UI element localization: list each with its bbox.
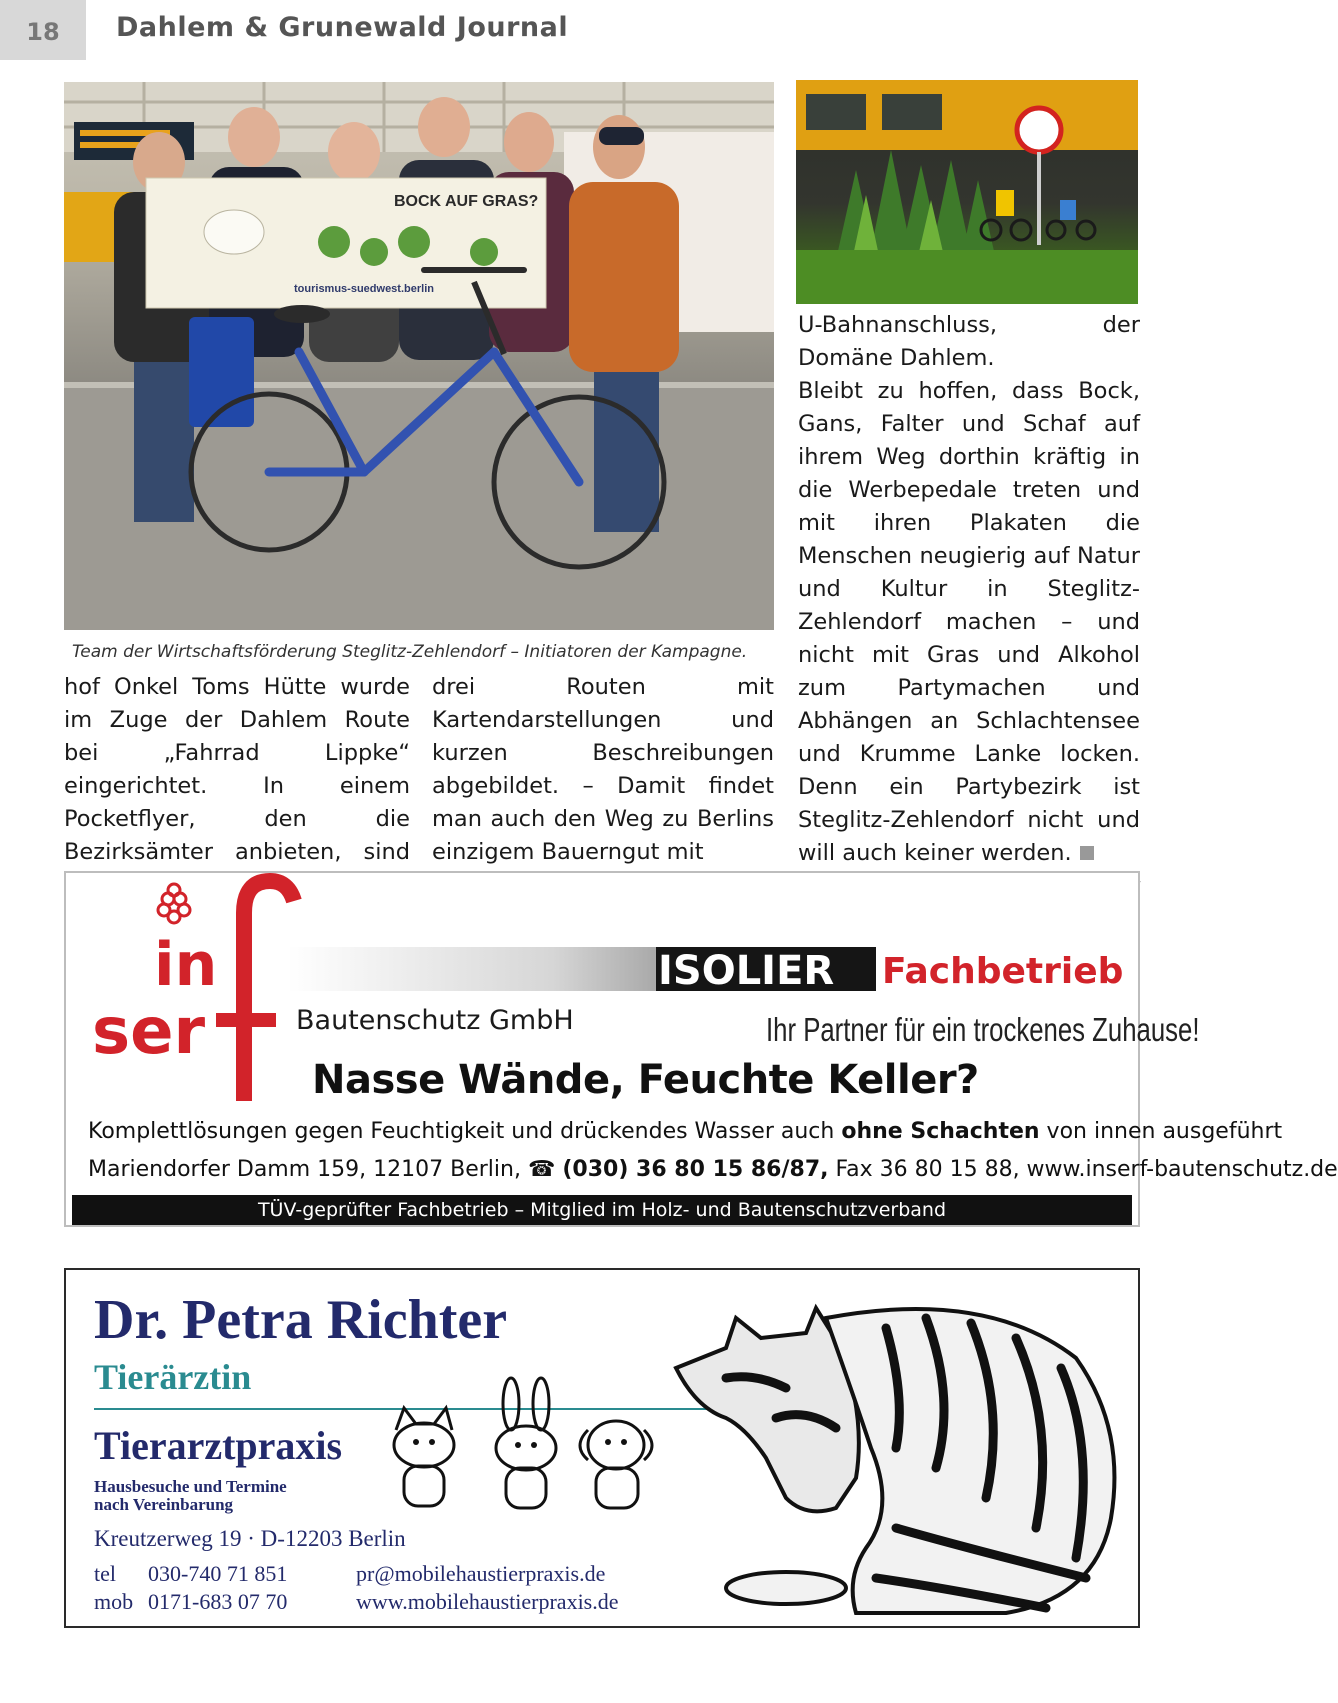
main-photo — [64, 82, 774, 630]
ad-headline: Nasse Wände, Feuchte Keller? — [312, 1057, 979, 1103]
banner-headline: BOCK AUF GRAS? — [394, 193, 539, 210]
journal-title: Dahlem & Grunewald Journal — [116, 12, 569, 43]
vet-title: Tierärztin — [94, 1357, 252, 1397]
practice-name: Tierarztpraxis — [94, 1423, 343, 1468]
logo-bottom-text: ser — [92, 995, 206, 1069]
mob-label: mob — [94, 1589, 134, 1614]
vet-advertisement — [64, 1268, 1140, 1628]
logo-top-text: in — [154, 930, 218, 1000]
fachbetrieb-text: Fachbetrieb — [882, 951, 1124, 992]
tel-label: tel — [94, 1561, 116, 1586]
article-paragraph: drei Routen mit Kartendarstellungen und kurzen Beschreibungen abgebildet. – Damit findet man auch den Weg zu Berlins einzigem Bauerngut mit — [432, 674, 774, 865]
banner-url: tourismus-suedwest.berlin — [294, 283, 434, 295]
main-photo-scene — [64, 82, 774, 630]
side-photo — [796, 80, 1138, 304]
flower-icon — [158, 884, 190, 923]
visit-info: Hausbesuche und Termine nach Vereinbarung — [94, 1477, 287, 1514]
company-name: Bautenschutz GmbH — [296, 1005, 574, 1036]
article-column-3 — [798, 309, 1140, 903]
isolier-text: ISOLIER — [658, 948, 835, 994]
vet-contact — [94, 1560, 619, 1616]
tel-number: 030-740 71 851 — [148, 1561, 288, 1586]
ad-tagline: Ihr Partner für ein trockenes Zuhause! — [766, 1011, 1200, 1048]
vet-name: Dr. Petra Richter — [94, 1289, 508, 1351]
article-column-1 — [64, 671, 410, 902]
vet-website: www.mobilehaustierpraxis.de — [356, 1589, 619, 1614]
ad-services-line: Komplettlösungen gegen Feuchtigkeit und drückendes Wasser auch ohne Schachten von innen ausgeführt — [88, 1119, 1283, 1144]
page-number: 18 — [0, 0, 86, 60]
article-paragraph: U-Bahnanschluss, der Domäne Dahlem. — [798, 312, 1140, 371]
cat-drawing-icon — [666, 1278, 1136, 1618]
ad-contact-line: Mariendorfer Damm 159, 12107 Berlin, ☎ (030) 36 80 15 86/87, Fax 36 80 15 88, www.inserf-bautenschutz.de — [88, 1157, 1338, 1182]
mob-number: 0171-683 07 70 — [148, 1589, 288, 1614]
article-paragraph: hof Onkel Toms Hütte wurde im Zuge der Dahlem Route bei „Fahrrad Lippke“ eingerichtet. In einem Pocketflyer, den die Bezirksämter anbieten, sind — [64, 674, 410, 865]
vet-address: Kreutzerweg 19 · D-12203 Berlin — [94, 1526, 406, 1551]
end-mark-icon — [1080, 846, 1094, 860]
vet-email: pr@mobilehaustierpraxis.de — [356, 1561, 606, 1586]
article-paragraph: Bleibt zu hoffen, dass Bock, Gans, Falter und Schaf auf ihrem Weg dorthin kräftig in die Werbepedale treten und mit ihren Plakaten die Menschen neugierig auf Natur und Kultur in Steglitz-Zehlendorf machen – und nicht mit Gras und Alkohol zum Partymachen und Abhängen an Schlachtensee und Krumme Lanke locken. Denn ein Partybezirk ist Steglitz-Zehlendorf nicht und will auch keiner werden. — [798, 378, 1140, 866]
photo-caption: Team der Wirtschaftsförderung Steglitz-Zehlendorf – Initiatoren der Kampagne. — [72, 642, 748, 662]
ad-footer-bar: TÜV-geprüfter Fachbetrieb – Mitglied im Holz- und Bautenschutzverband — [72, 1195, 1132, 1225]
pets-drawing-icon — [376, 1390, 686, 1520]
inserf-advertisement — [64, 871, 1338, 1227]
side-photo-scene — [796, 80, 1138, 304]
article-column-2 — [432, 671, 774, 869]
